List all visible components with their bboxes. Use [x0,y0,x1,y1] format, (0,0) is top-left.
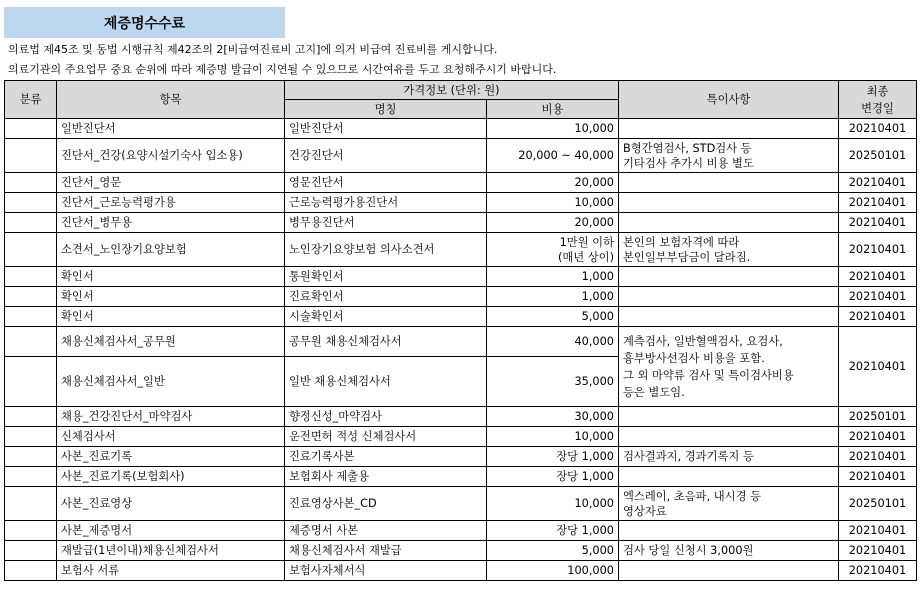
category-cell [5,427,57,447]
name-cell: 영문진단서 [285,173,487,193]
header-name: 명칭 [285,100,487,119]
table-row [5,327,917,357]
category-cell [5,541,57,561]
date-cell: 20210401 [839,287,917,307]
category-cell [5,561,57,581]
date-cell: 20210401 [839,447,917,467]
item-cell: 신체검사서 [57,427,285,447]
cost-cell: 100,000 [487,561,619,581]
name-cell: 공무원 채용신체검사서 [285,327,487,357]
category-cell [5,139,57,173]
item-cell: 채용_건강진단서_마약검사 [57,407,285,427]
note-line: 계측검사, 일반혈액검사, 요검사, [623,334,783,348]
note-cell [619,307,839,327]
note-line: 등은 별도임. [623,385,685,399]
category-cell [5,357,57,407]
cost-cell: 5,000 [487,307,619,327]
table-row [5,487,917,521]
category-cell [5,447,57,467]
cost-cell: 장당 1,000 [487,467,619,487]
name-cell: 보험회사 제출용 [285,467,487,487]
table-row [5,427,917,447]
table-row [5,213,917,233]
name-cell: 운전면허 적성 신체검사서 [285,427,487,447]
header-category: 분류 [5,81,57,119]
table-row [5,447,917,467]
date-cell: 20210401 [839,307,917,327]
note-cell [619,193,839,213]
item-cell: 사본_진료영상 [57,487,285,521]
note-cell [619,287,839,307]
table-row [5,267,917,287]
header-item: 항목 [57,81,285,119]
name-cell: 통원확인서 [285,267,487,287]
name-cell: 시술확인서 [285,307,487,327]
cost-cell [487,233,619,267]
table-row [5,561,917,581]
table-row [5,541,917,561]
cost-cell: 10,000 [487,427,619,447]
cost-cell: 30,000 [487,407,619,427]
date-cell: 20210401 [839,541,917,561]
table-row [5,119,917,139]
item-cell: 사본_제증명서 [57,521,285,541]
date-cell: 20250101 [839,139,917,173]
table-row [5,173,917,193]
name-cell: 진료확인서 [285,287,487,307]
item-cell: 재발급(1년이내)채용신체검사서 [57,541,285,561]
name-cell: 채용신체검사서 재발급 [285,541,487,561]
date-cell: 20210401 [839,561,917,581]
category-cell [5,407,57,427]
name-cell: 제증명서 사본 [285,521,487,541]
note-cell: 검사 당일 신청시 3,000원 [619,541,839,561]
item-cell: 일반진단서 [57,119,285,139]
header-notes: 특이사항 [619,81,839,119]
cost-cell: 20,000 [487,213,619,233]
item-cell: 채용신체검사서_일반 [57,357,285,407]
date-cell: 20210401 [839,521,917,541]
item-cell: 진단서_영문 [57,173,285,193]
note-cell: 검사결과지, 경과기록지 등 [619,447,839,467]
date-cell: 20210401 [839,267,917,287]
note-cell [619,139,839,173]
category-cell [5,487,57,521]
name-cell: 근로능력평가용진단서 [285,193,487,213]
header-last-change-line2: 변경일 [861,101,894,115]
name-cell: 진료영상사본_CD [285,487,487,521]
name-cell: 건강진단서 [285,139,487,173]
cost-cell: 10,000 [487,487,619,521]
name-cell: 병무용진단서 [285,213,487,233]
cost-cell: 5,000 [487,541,619,561]
cost-line: (매년 상이) [557,250,614,264]
header-last-change [839,81,917,119]
category-cell [5,287,57,307]
table-row [5,307,917,327]
item-cell: 진단서_근로능력평가용 [57,193,285,213]
table-row [5,407,917,427]
header-cost: 비용 [487,100,619,119]
note-line: 기타검사 추가시 비용 별도 [623,156,754,170]
table-row [5,521,917,541]
item-cell: 채용신체검사서_공무원 [57,327,285,357]
date-cell: 20210401 [839,173,917,193]
name-cell: 향정신성_마약검사 [285,407,487,427]
note-cell [619,327,839,407]
note-cell [619,173,839,193]
category-cell [5,467,57,487]
date-cell: 20210401 [839,427,917,447]
date-cell: 20210401 [839,467,917,487]
note-line: B형간염검사, STD검사 등 [623,141,752,155]
category-cell [5,307,57,327]
item-cell: 소견서_노인장기요양보험 [57,233,285,267]
note-line: 흉부방사선검사 비용을 포함. [623,351,765,365]
note-line: 본인일부부담금이 달라짐. [623,250,751,264]
note-line: 그 외 마약류 검사 및 특이검사비용 [623,368,794,382]
item-cell: 확인서 [57,307,285,327]
item-cell: 보험사 서류 [57,561,285,581]
cost-cell: 20,000 ~ 40,000 [487,139,619,173]
category-cell [5,521,57,541]
date-cell: 20250101 [839,407,917,427]
cost-cell: 35,000 [487,357,619,407]
cost-cell: 40,000 [487,327,619,357]
table-row [5,139,917,173]
category-cell [5,327,57,357]
note-cell [619,427,839,447]
header-price-info: 가격정보 (단위: 원) [285,81,619,100]
table-row [5,287,917,307]
date-cell: 20210401 [839,193,917,213]
category-cell [5,267,57,287]
note-line: 본인의 보험자격에 따라 [623,235,740,249]
category-cell [5,173,57,193]
note-line: 영상자료 [623,504,667,518]
name-cell: 진료기록사본 [285,447,487,467]
category-cell [5,193,57,213]
cost-cell: 10,000 [487,119,619,139]
date-cell: 20210401 [839,213,917,233]
header-last-change-line1: 최종 [866,84,889,98]
cost-cell: 20,000 [487,173,619,193]
date-cell: 20250101 [839,487,917,521]
item-cell: 사본_진료기록 [57,447,285,467]
note-cell [619,521,839,541]
note-cell [619,561,839,581]
cost-cell: 장당 1,000 [487,447,619,467]
table-row [5,193,917,213]
cost-cell: 1,000 [487,287,619,307]
notice-line-1: 의료법 제45조 및 동법 시행규칙 제42조의 2[비급여진료비 고지]에 의거 비급여 진료비를 게시합니다. [8,43,498,56]
item-cell: 사본_진료기록(보험회사) [57,467,285,487]
name-cell: 노인장기요양보험 의사소견서 [285,233,487,267]
note-line: 엑스레이, 초음파, 내시경 등 [623,489,761,503]
note-cell [619,213,839,233]
name-cell: 보험사자체서식 [285,561,487,581]
note-cell [619,467,839,487]
cost-cell: 1,000 [487,267,619,287]
note-cell [619,487,839,521]
cost-line: 1만원 이하 [559,235,614,249]
category-cell [5,213,57,233]
note-cell [619,119,839,139]
cost-cell: 10,000 [487,193,619,213]
name-cell: 일반진단서 [285,119,487,139]
name-cell: 일반 채용신체검사서 [285,357,487,407]
cost-cell: 장당 1,000 [487,521,619,541]
date-cell: 20210401 [839,327,917,407]
item-cell: 확인서 [57,287,285,307]
category-cell [5,119,57,139]
page-title: 제증명수수료 [4,7,285,38]
note-cell [619,407,839,427]
table-row [5,233,917,267]
category-cell [5,233,57,267]
item-cell: 확인서 [57,267,285,287]
item-cell: 진단서_병무용 [57,213,285,233]
table-row [5,467,917,487]
note-cell [619,233,839,267]
notice-line-2: 의료기관의 주요업무 중요 순위에 따라 제증명 발급이 지연될 수 있으므로 시간여유를 두고 요청해주시기 바랍니다. [8,63,557,76]
fee-table [4,80,917,581]
note-cell [619,267,839,287]
date-cell: 20210401 [839,233,917,267]
date-cell: 20210401 [839,119,917,139]
item-cell: 진단서_건강(요양시설기숙사 입소용) [57,139,285,173]
